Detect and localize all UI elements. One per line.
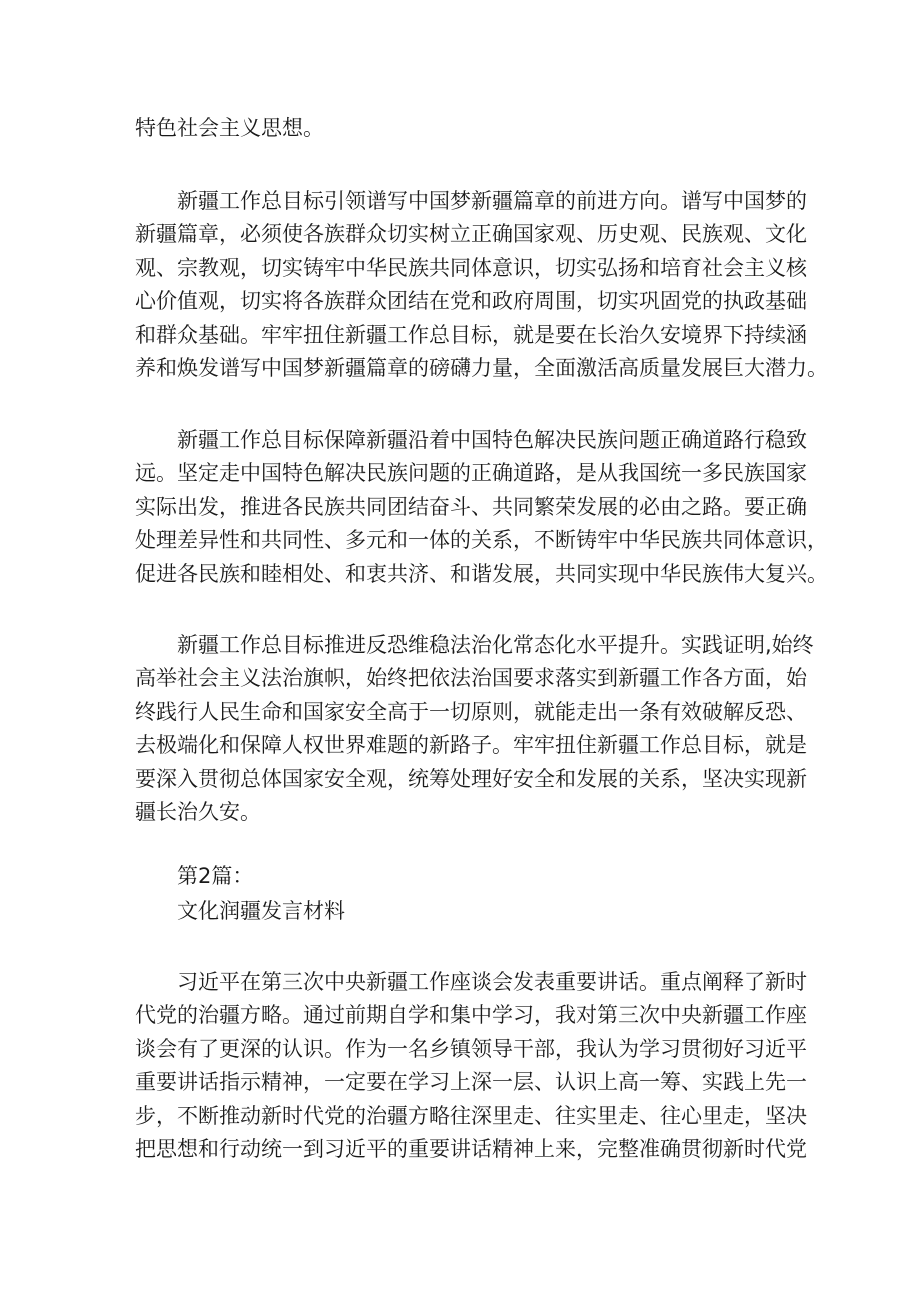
- paragraph-line: 要深入贯彻总体国家安全观，统筹处理好安全和发展的关系，坚决实现新: [135, 767, 807, 791]
- paragraph-line: 心价值观，切实将各族群众团结在党和政府周围，切实巩固党的执政基础: [135, 289, 807, 313]
- paragraph-line: 养和焕发谱写中国梦新疆篇章的磅礴力量，全面激活高质量发展巨大潜力。: [135, 356, 828, 380]
- paragraph-line: 习近平在第三次中央新疆工作座谈会发表重要讲话。重点阐释了新时: [177, 970, 807, 994]
- paragraph-line: 和群众基础。牢牢扭住新疆工作总目标，就是要在长治久安境界下持续涵: [135, 323, 807, 347]
- section-number: 第2篇：: [177, 864, 254, 888]
- paragraph-line: 远。坚定走中国特色解决民族问题的正确道路，是从我国统一多民族国家: [135, 461, 807, 485]
- paragraph-intro-tail-line: 特色社会主义思想。: [135, 116, 324, 140]
- paragraph-line: 疆长治久安。: [135, 800, 261, 824]
- paragraph-line: 新疆工作总目标推进反恐维稳法治化常态化水平提升。实践证明,始终: [177, 633, 814, 657]
- paragraph-line: 步，不断推动新时代党的治疆方略往深里走、往实里走、往心里走，坚决: [135, 1104, 807, 1128]
- paragraph-line: 重要讲话指示精神，一定要在学习上深一层、认识上高一筹、实践上先一: [135, 1070, 807, 1094]
- paragraph-line: 高举社会主义法治旗帜，始终把依法治国要求落实到新疆工作各方面，始: [135, 666, 807, 690]
- paragraph-line: 终践行人民生命和国家安全高于一切原则，就能走出一条有效破解反恐、: [135, 700, 807, 724]
- paragraph-line: 把思想和行动统一到习近平的重要讲话精神上来，完整准确贯彻新时代党: [135, 1137, 807, 1161]
- paragraph-line: 谈会有了更深的认识。作为一名乡镇领导干部，我认为学习贯彻好习近平: [135, 1037, 807, 1061]
- paragraph-line: 新疆工作总目标保障新疆沿着中国特色解决民族问题正确道路行稳致: [177, 428, 807, 452]
- paragraph-line: 代党的治疆方略。通过前期自学和集中学习，我对第三次中央新疆工作座: [135, 1003, 807, 1027]
- paragraph-line: 观、宗教观，切实铸牢中华民族共同体意识，切实弘扬和培育社会主义核: [135, 256, 807, 280]
- paragraph-line: 促进各民族和睦相处、和衷共济、和谐发展，共同实现中华民族伟大复兴。: [135, 562, 828, 586]
- paragraph-line: 实际出发，推进各民族共同团结奋斗、共同繁荣发展的必由之路。要正确: [135, 495, 807, 519]
- paragraph-line: 处理差异性和共同性、多元和一体的关系，不断铸牢中华民族共同体意识，: [135, 528, 828, 552]
- section-title: 文化润疆发言材料: [177, 899, 345, 923]
- paragraph-line: 新疆篇章，必须使各族群众切实树立正确国家观、历史观、民族观、文化: [135, 222, 807, 246]
- paragraph-line: 去极端化和保障人权世界难题的新路子。牢牢扭住新疆工作总目标，就是: [135, 733, 807, 757]
- paragraph-line: 新疆工作总目标引领谱写中国梦新疆篇章的前进方向。谱写中国梦的: [177, 189, 807, 213]
